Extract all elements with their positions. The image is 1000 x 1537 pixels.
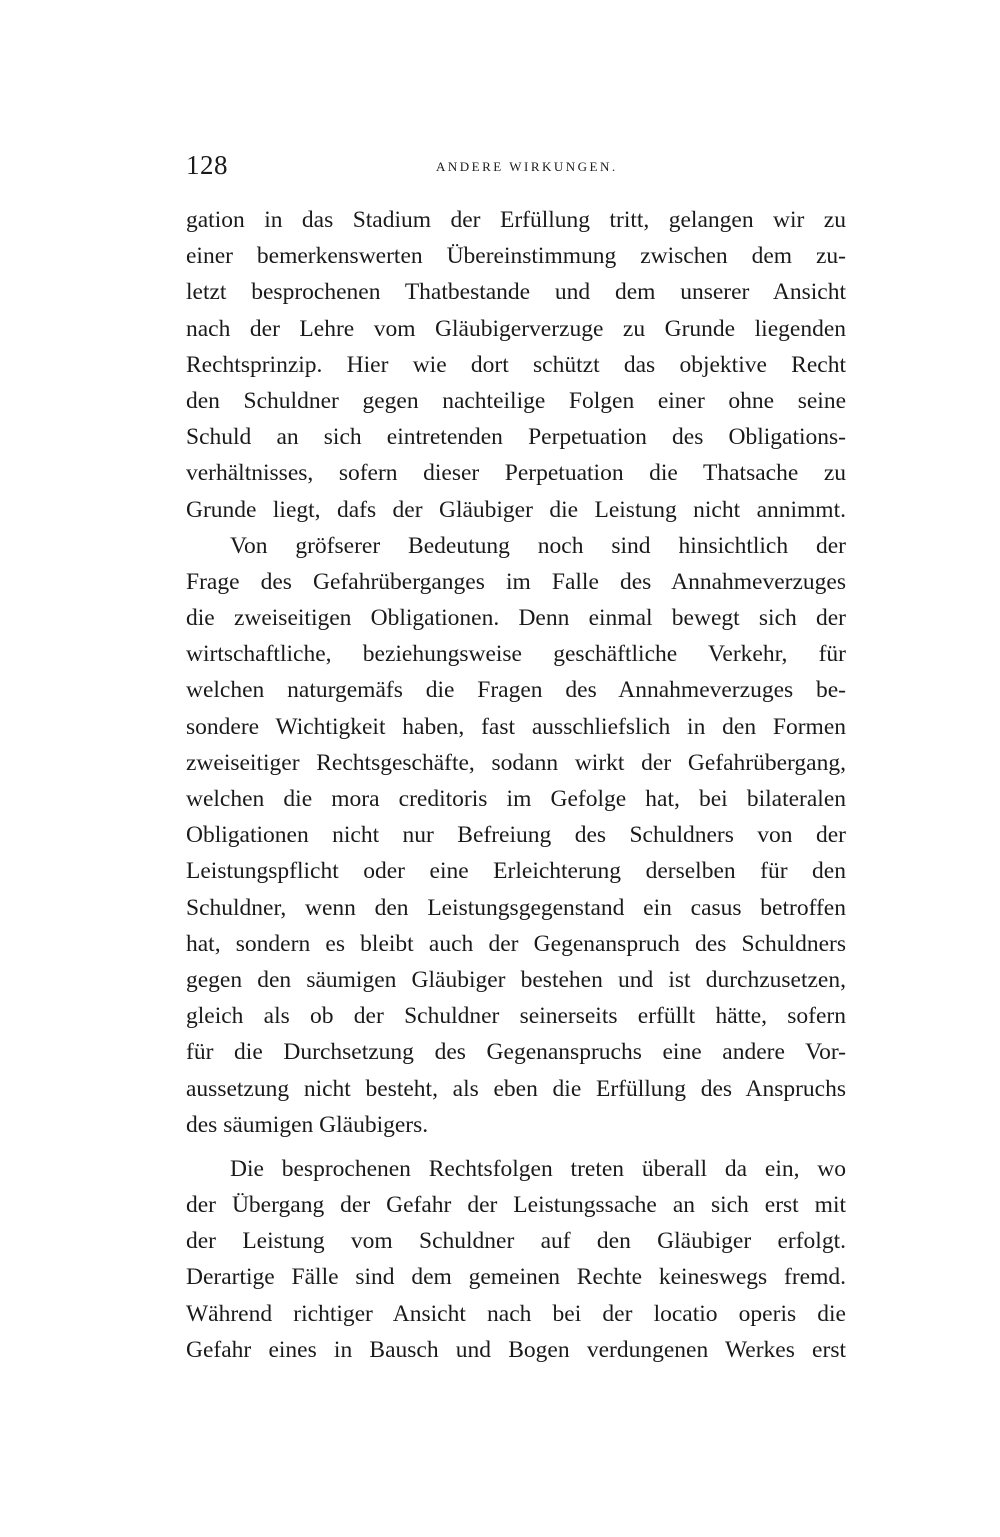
text-line: Während richtiger Ansicht nach bei der locatio operis die <box>186 1300 846 1327</box>
text-line: gegen den säumigen Gläubiger bestehen und ist durchzusetzen, <box>186 966 846 993</box>
text-line: Schuldner, wenn den Leistungsgegenstand ein casus betroffen <box>186 894 846 921</box>
text-line: Grunde liegt, dafs der Gläubiger die Leistung nicht annimmt. <box>186 496 846 523</box>
page-header <box>186 150 846 190</box>
paragraph-1 <box>186 202 846 528</box>
text-line: wirtschaftliche, beziehungsweise geschäftliche Verkehr, für <box>186 641 846 668</box>
text-line: nach der Lehre vom Gläubigerverzuge zu Grunde liegenden <box>186 315 846 342</box>
text-line: des säumigen Gläubigers. <box>186 1111 429 1138</box>
text-line: Schuld an sich eintretenden Perpetuation des Obligations- <box>186 424 846 451</box>
text-line: Obligationen nicht nur Befreiung des Schuldners von der <box>186 822 846 849</box>
paragraph-2 <box>186 528 846 1143</box>
text-line: Gefahr eines in Bausch und Bogen verdungenen Werkes erst <box>186 1336 846 1363</box>
running-head: ANDERE WIRKUNGEN. <box>436 159 618 174</box>
text-line: Von gröfserer Bedeutung noch sind hinsichtlich der <box>230 532 846 559</box>
text-line: gleich als ob der Schuldner seinerseits erfüllt hätte, sofern <box>186 1003 846 1030</box>
text-line: zweiseitiger Rechtsgeschäfte, sodann wirkt der Gefahrübergang, <box>186 749 846 776</box>
paragraph-3 <box>186 1151 846 1368</box>
text-line: der Übergang der Gefahr der Leistungssache an sich erst mit <box>186 1192 846 1219</box>
body-text <box>186 202 846 1368</box>
paragraph-spacing <box>186 1143 846 1151</box>
text-line: letzt besprochenen Thatbestande und dem unserer Ansicht <box>186 279 846 306</box>
text-line: hat, sondern es bleibt auch der Gegenanspruch des Schuldners <box>186 930 846 957</box>
text-line: verhältnisses, sofern dieser Perpetuation die Thatsache zu <box>186 460 846 487</box>
text-line: sondere Wichtigkeit haben, fast ausschliefslich in den Formen <box>186 713 846 740</box>
text-line: Leistungspflicht oder eine Erleichterung derselben für den <box>186 858 846 885</box>
text-line: für die Durchsetzung des Gegenanspruchs eine andere Vor- <box>186 1039 846 1066</box>
text-line: aussetzung nicht besteht, als eben die Erfüllung des Anspruchs <box>186 1075 846 1102</box>
text-line: Rechtsprinzip. Hier wie dort schützt das objektive Recht <box>186 351 846 378</box>
text-line: der Leistung vom Schuldner auf den Gläubiger erfolgt. <box>186 1228 846 1255</box>
text-line: welchen naturgemäfs die Fragen des Annahmeverzuges be- <box>186 677 846 704</box>
text-line: gation in das Stadium der Erfüllung tritt, gelangen wir zu <box>186 207 846 233</box>
text-line: welchen die mora creditoris im Gefolge hat, bei bilateralen <box>186 786 846 812</box>
text-line: einer bemerkenswerten Übereinstimmung zwischen dem zu- <box>186 243 846 270</box>
text-line: die zweiseitigen Obligationen. Denn einmal bewegt sich der <box>186 605 846 632</box>
text-line: den Schuldner gegen nachteilige Folgen einer ohne seine <box>186 387 846 414</box>
text-line: Die besprochenen Rechtsfolgen treten überall da ein, wo <box>230 1155 846 1182</box>
text-line: Frage des Gefahrüberganges im Falle des Annahmeverzuges <box>186 568 846 595</box>
page-number: 128 <box>186 150 228 180</box>
text-line: Derartige Fälle sind dem gemeinen Rechte keineswegs fremd. <box>186 1264 846 1291</box>
